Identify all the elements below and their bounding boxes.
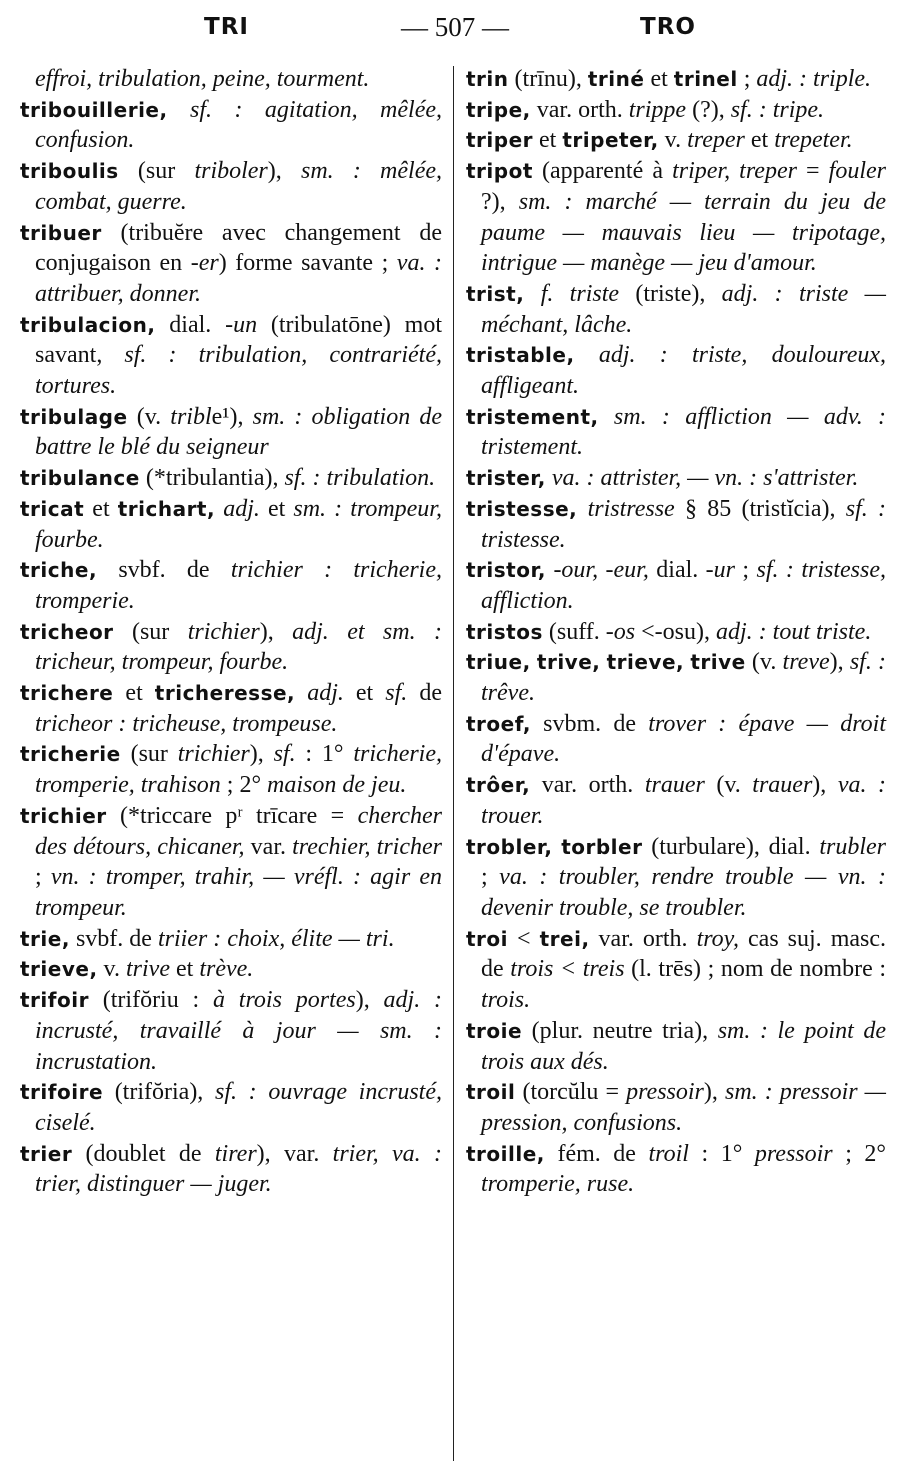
- entry-text: dial.: [648, 557, 706, 584]
- italic-gloss: sf. : tristesse.: [481, 495, 887, 553]
- italic-gloss: sf. : tristesse, affliction.: [481, 557, 887, 614]
- dictionary-entry: [466, 832, 886, 924]
- italic-gloss: trois < treis: [510, 956, 625, 983]
- italic-gloss: troil: [648, 1140, 689, 1167]
- dictionary-entry: [466, 647, 886, 708]
- headword: triné: [587, 67, 645, 91]
- italic-gloss: sm. : mêlée, combat, guerre.: [35, 158, 443, 215]
- italic-gloss: à trois portes: [213, 987, 356, 1014]
- dictionary-entry: [20, 739, 442, 800]
- entry-text: (triste),: [619, 280, 722, 307]
- entry-text: (trifŏriu :: [88, 987, 213, 1014]
- entry-text: ;: [735, 557, 757, 584]
- entry-text: var. orth.: [530, 772, 645, 799]
- headword: triche,: [20, 558, 98, 583]
- italic-gloss: tribl: [170, 403, 212, 430]
- headword: trie,: [20, 926, 70, 951]
- headword: tripeter,: [562, 128, 659, 153]
- italic-gloss: sf. : tribulation, contrariété, tortures.: [35, 342, 442, 400]
- italic-gloss: tristresse: [587, 495, 675, 522]
- entry-text: de: [407, 680, 442, 707]
- dictionary-columns: [0, 64, 906, 1464]
- entry-text: ) forme savante ;: [218, 250, 397, 277]
- italic-gloss: chercher des détours, chicaner,: [35, 802, 442, 860]
- headword: trin: [466, 67, 509, 91]
- italic-gloss: sf. : trêve.: [481, 649, 887, 707]
- entry-text: ),: [355, 987, 384, 1014]
- headword: troille,: [466, 1141, 545, 1166]
- entry-text: § 85 (tristĭcia),: [674, 495, 846, 522]
- entry-text: ),: [812, 772, 838, 799]
- headword: troie: [466, 1018, 523, 1043]
- entry-text: et: [343, 680, 386, 707]
- headword: trist,: [466, 281, 525, 306]
- entry-text: [215, 496, 223, 522]
- dictionary-entry: [466, 1016, 886, 1077]
- italic-gloss: tricheor : tricheuse, trompeuse.: [35, 710, 338, 737]
- entry-text: ),: [703, 1079, 725, 1106]
- entry-text: fém. de: [544, 1140, 649, 1167]
- italic-gloss: va. : attrister, — vn. : s'attrister.: [551, 465, 859, 492]
- dictionary-entry: [466, 156, 886, 279]
- entry-text: et: [533, 127, 563, 154]
- headword: torbler: [561, 834, 643, 859]
- headword: tripe,: [466, 97, 531, 122]
- italic-gloss: treper: [687, 127, 745, 154]
- entry-text: dial.: [155, 311, 226, 338]
- dictionary-entry: [20, 156, 442, 217]
- italic-gloss: -un: [225, 311, 258, 338]
- entry-text: (v.: [127, 403, 171, 430]
- italic-gloss: trive: [126, 956, 170, 983]
- headword: trifoire: [20, 1080, 104, 1105]
- entry-text: [575, 342, 599, 368]
- entry-text: et: [259, 495, 294, 522]
- entry-text: ; 2°: [832, 1140, 887, 1167]
- entry-text: v.: [658, 127, 688, 154]
- dictionary-entry: [466, 709, 886, 770]
- italic-gloss: tromperie, ruse.: [481, 1171, 635, 1198]
- dictionary-entry: [20, 801, 442, 924]
- entry-text: ;: [481, 864, 500, 891]
- headword: trive: [690, 650, 746, 675]
- entry-text: et: [744, 127, 775, 154]
- dictionary-entry: [20, 310, 442, 402]
- italic-gloss: -os: [605, 618, 636, 645]
- entry-text: (doublet de: [72, 1140, 215, 1167]
- headword: trichere: [20, 681, 114, 706]
- headword: trive,: [536, 650, 601, 675]
- italic-gloss: trechier, tricher: [292, 833, 442, 860]
- italic-gloss: adj. et sm. : tricheur, trompeur, fourbe.: [35, 618, 442, 676]
- entry-text: ?),: [481, 188, 519, 215]
- italic-gloss: trichier: [177, 741, 250, 768]
- entry-text: [599, 404, 614, 430]
- italic-gloss: adj. : triste — méchant, lâche.: [481, 280, 886, 338]
- dictionary-entry: [466, 770, 886, 831]
- italic-gloss: sf. : tripe.: [730, 96, 825, 123]
- dictionary-entry: [20, 555, 442, 616]
- headword: tribulacion,: [20, 312, 156, 337]
- entry-text: et: [84, 495, 118, 522]
- dictionary-entry: [20, 95, 442, 156]
- entry-text: [295, 680, 307, 706]
- italic-gloss: -er: [190, 250, 219, 277]
- dictionary-entry: [466, 494, 886, 555]
- italic-gloss: adj. : tout triste.: [715, 618, 872, 645]
- entry-text: (apparenté à: [532, 158, 673, 185]
- entry-text: ),: [249, 741, 274, 768]
- entry-text: [168, 97, 190, 123]
- italic-gloss: adj. : triste, douloureux, affligeant.: [481, 342, 886, 400]
- italic-gloss: sm. : obligation de battre le blé du seigneur: [35, 403, 442, 461]
- dictionary-entry: [466, 64, 886, 95]
- dictionary-entry: [20, 954, 442, 985]
- headword: trôer,: [466, 773, 531, 798]
- dictionary-entry: [20, 463, 442, 494]
- headword: tricherie: [20, 742, 121, 767]
- dictionary-entry: [466, 279, 886, 340]
- italic-gloss: -ur: [705, 557, 736, 584]
- dictionary-entry: [466, 402, 886, 463]
- dictionary-entry: [466, 555, 886, 616]
- dictionary-entry: [20, 1077, 442, 1138]
- entry-text: [524, 281, 540, 307]
- italic-gloss: trois.: [481, 987, 531, 1014]
- dictionary-entry: [466, 617, 886, 648]
- entry-text: (*triccare pʳ trīcare =: [106, 802, 358, 829]
- italic-gloss: sm. : trompeur, fourbe.: [35, 495, 442, 553]
- italic-gloss: tricherie, tromperie, trahison: [35, 741, 442, 799]
- headword: tricheor: [20, 619, 114, 644]
- italic-gloss: trover : épave — droit d'épave.: [481, 710, 886, 768]
- italic-gloss: treve: [782, 649, 830, 676]
- entry-text: (sur: [120, 741, 178, 768]
- italic-gloss: effroi, tribulation, peine, tourment.: [35, 66, 370, 92]
- entry-text: : 1°: [295, 741, 354, 768]
- entry-text: v.: [97, 956, 126, 983]
- italic-gloss: pressoir: [754, 1140, 833, 1167]
- entry-text: (torcŭlu =: [515, 1079, 627, 1106]
- entry-text: et: [113, 680, 155, 707]
- entry-text: (sur: [113, 618, 188, 645]
- entry-text: : 1°: [688, 1140, 755, 1167]
- entry-text: (sur: [118, 158, 195, 185]
- italic-gloss: pressoir: [626, 1079, 704, 1106]
- headword: triper: [466, 128, 534, 153]
- italic-gloss: sf. : ouvrage incrusté, ciselé.: [35, 1079, 442, 1136]
- italic-gloss: va. : troubler, rendre trouble — vn. : devenir trouble, se troubler.: [481, 864, 887, 921]
- italic-gloss: maison de jeu.: [267, 772, 407, 799]
- headword: tribulance: [20, 466, 140, 491]
- entry-text: (suff.: [542, 618, 606, 645]
- italic-gloss: sm. : marché — terrain du jeu de paume — mauvais lieu — tripotage, intrigue — manège — jeu d'amour.: [481, 188, 886, 277]
- headword: tribulage: [20, 404, 128, 429]
- italic-gloss: triier : choix, élite — tri.: [157, 925, 395, 952]
- headword: trier: [20, 1141, 73, 1166]
- italic-gloss: sm. : affliction — adv. : tristement.: [481, 403, 886, 461]
- italic-gloss: trepeter.: [774, 127, 853, 154]
- running-head-left: TRI: [204, 14, 249, 40]
- continued-entry: [20, 64, 442, 95]
- headword: trichart,: [117, 496, 216, 521]
- entry-text: var. orth.: [589, 925, 697, 952]
- headword: tripot: [466, 159, 533, 184]
- dictionary-entry: [466, 340, 886, 401]
- italic-gloss: adj.: [307, 680, 344, 707]
- entry-text: ),: [267, 158, 301, 185]
- entry-text: [552, 834, 561, 860]
- italic-gloss: triper, treper: [672, 158, 797, 185]
- entry-text: (v.: [745, 649, 783, 676]
- headword: tristos: [466, 619, 543, 644]
- entry-text: et: [169, 956, 200, 983]
- dictionary-entry: [20, 402, 442, 463]
- entry-text: svbm. de: [530, 710, 649, 737]
- entry-text: (v.: [704, 772, 753, 799]
- column-divider: [453, 66, 454, 1461]
- entry-text: <: [508, 925, 540, 952]
- headword: trieve,: [606, 650, 685, 675]
- headword: trieve,: [20, 957, 98, 982]
- entry-text: e¹),: [211, 403, 253, 430]
- italic-gloss: vn. : tromper, trahir, — vréfl. : agir en trompeur.: [35, 864, 442, 921]
- dictionary-entry: [20, 924, 442, 955]
- headword: troil: [466, 1080, 516, 1105]
- dictionary-entry: [466, 95, 886, 126]
- italic-gloss: trichier: [187, 618, 260, 645]
- entry-text: ), var.: [256, 1140, 333, 1167]
- italic-gloss: va. : trouer.: [481, 772, 886, 829]
- entry-text: cas suj. masc. de: [481, 925, 887, 983]
- entry-text: ),: [829, 649, 850, 676]
- entry-text: ; 2°: [220, 772, 268, 799]
- left-column: [20, 64, 442, 1200]
- entry-text: [577, 496, 587, 522]
- entry-text: (tribuĕre avec changement de conjugaison en: [35, 219, 442, 277]
- entry-text: var.: [244, 833, 293, 860]
- italic-gloss: trauer: [644, 772, 705, 799]
- running-head-right: TRO: [640, 14, 696, 40]
- headword: tribuer: [20, 220, 102, 245]
- italic-gloss: sm. : pressoir — pression, confusions.: [481, 1079, 886, 1136]
- italic-gloss: trève.: [199, 956, 254, 983]
- italic-gloss: sf.: [385, 680, 408, 707]
- page-header: [0, 6, 906, 50]
- entry-text: (*tribulantia),: [139, 465, 285, 492]
- italic-gloss: -our, -eur,: [553, 557, 649, 584]
- headword: tristor,: [466, 558, 547, 583]
- dictionary-entry: [20, 617, 442, 678]
- headword: troi: [466, 926, 509, 951]
- italic-gloss: va. : attribuer, donner.: [35, 250, 442, 307]
- dictionary-entry: [20, 1139, 442, 1200]
- entry-text: (plur. neutre tria),: [522, 1017, 718, 1044]
- italic-gloss: trippe: [628, 96, 687, 123]
- headword: triue,: [466, 650, 531, 675]
- entry-text: (trīnu),: [508, 66, 588, 92]
- headword: troef,: [466, 711, 531, 736]
- dictionary-entry: [466, 1139, 886, 1200]
- italic-gloss: f. triste: [540, 280, 620, 307]
- entry-text: var. orth.: [530, 96, 629, 123]
- headword: tribouillerie,: [20, 97, 168, 122]
- headword: tristable,: [466, 343, 575, 368]
- italic-gloss: triboler: [194, 158, 268, 185]
- italic-gloss: fouler: [828, 158, 886, 185]
- entry-text: ;: [737, 66, 757, 92]
- dictionary-entry: [466, 125, 886, 156]
- dictionary-entry: [20, 218, 442, 310]
- headword: tristesse,: [466, 496, 578, 521]
- headword: tricheresse,: [154, 681, 296, 706]
- headword: trichier: [20, 803, 107, 828]
- headword: trister,: [466, 466, 546, 491]
- italic-gloss: trauer: [752, 772, 813, 799]
- dictionary-entry: [20, 678, 442, 739]
- entry-text: ),: [259, 618, 293, 645]
- dictionary-entry: [466, 924, 886, 1016]
- headword: trei,: [539, 926, 590, 951]
- entry-text: <-osu),: [635, 618, 716, 645]
- dictionary-entry: [466, 463, 886, 494]
- italic-gloss: adj. : triple.: [756, 66, 872, 92]
- entry-text: ;: [35, 864, 51, 891]
- entry-text: =: [796, 158, 829, 185]
- italic-gloss: adj. : incrusté, travaillé à jour — sm. : incrustation.: [35, 987, 442, 1075]
- entry-text: svbf. de: [69, 925, 158, 952]
- italic-gloss: trichier : tricherie, tromperie.: [35, 557, 443, 614]
- headword: trifoir: [20, 988, 89, 1013]
- entry-text: svbf. de: [97, 557, 231, 584]
- entry-text: (tribulatōne) mot savant,: [35, 311, 442, 369]
- entry-text: et: [644, 66, 674, 92]
- italic-gloss: adj.: [223, 495, 260, 522]
- page-number: — 507 —: [401, 12, 509, 42]
- italic-gloss: troy,: [696, 925, 740, 952]
- italic-gloss: sf.: [273, 741, 296, 768]
- right-column: [466, 64, 886, 1200]
- entry-text: (trifŏria),: [103, 1079, 215, 1106]
- headword: tristement,: [466, 404, 599, 429]
- headword: triboulis: [20, 159, 119, 184]
- dictionary-entry: [20, 985, 442, 1077]
- italic-gloss: sf. : agitation, mêlée, confusion.: [35, 96, 442, 154]
- italic-gloss: trier, va. : trier, distinguer — juger.: [35, 1140, 443, 1198]
- entry-text: (l. trēs) ; nom de nombre :: [624, 956, 886, 983]
- headword: tricat: [20, 496, 85, 521]
- italic-gloss: sf. : tribulation.: [284, 465, 436, 492]
- headword: trobler,: [466, 834, 553, 859]
- dictionary-entry: [466, 1077, 886, 1138]
- entry-text: (?),: [686, 96, 731, 123]
- italic-gloss: trubler: [819, 833, 886, 860]
- entry-text: (turbulare), dial.: [642, 833, 820, 860]
- dictionary-entry: [20, 494, 442, 555]
- headword: trinel: [673, 67, 738, 91]
- italic-gloss: sm. : le point de trois aux dés.: [481, 1017, 886, 1075]
- italic-gloss: tirer: [214, 1140, 257, 1167]
